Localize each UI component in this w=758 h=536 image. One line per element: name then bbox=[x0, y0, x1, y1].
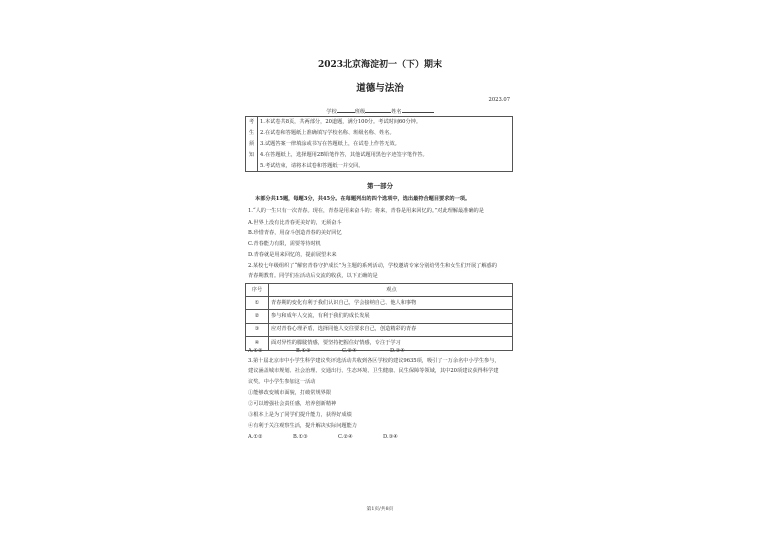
q3-answer-d: D.③④ bbox=[383, 433, 398, 440]
page-number: 第1页/共8页 bbox=[366, 506, 394, 512]
row-number: ② bbox=[246, 310, 269, 323]
q2-stem-line: 2.某校七年级组织了“解密青春守护成长”为主题的系列活动，学校邀请专家分别给男生和女生们开展了解惑的 bbox=[248, 262, 497, 269]
table-row bbox=[246, 323, 513, 336]
row-number: ④ bbox=[246, 337, 269, 350]
q1-option-d: D.青春就是用来回忆的，提前展望未来 bbox=[248, 251, 337, 258]
notes-item: 5.考试结束，请将本试卷和答题纸一并交回。 bbox=[260, 163, 364, 169]
part-instruction: 本部分共15题，每题3分，共45分。在每题列出的四个选项中，选出最符合题目要求的一项。 bbox=[255, 195, 471, 202]
table-row bbox=[246, 337, 513, 350]
table-row bbox=[246, 297, 513, 310]
q3-answer-b: B.①③ bbox=[293, 433, 308, 440]
q3-statement: ②可以增强社会责任感，培养创新精神 bbox=[248, 400, 337, 407]
row-opinion: 参与和成年人交流，有利于我们的成长发展 bbox=[269, 310, 513, 323]
q1-stem: 1.“人的一生只有一次青春。现在，青春是用来奋斗的；将来，青春是用来回忆的。”对此理解最准确的是 bbox=[248, 207, 484, 214]
notes-label-column bbox=[246, 117, 258, 171]
row-number: ① bbox=[246, 297, 269, 310]
q2-answer-b: B.①③ bbox=[296, 347, 311, 354]
notes-label-char: 考 bbox=[248, 119, 255, 125]
q1-option-a: A.世界上没有比青春更美好的，无须奋斗 bbox=[248, 219, 342, 226]
q2-answer-a: A.①② bbox=[248, 347, 263, 354]
row-opinion: 青春期的变化有利于我们认识自己，学会接纳自己、他人和事物 bbox=[269, 297, 513, 310]
notes-item: 3.试题答案一律填涂或书写在答题纸上，在试卷上作答无效。 bbox=[260, 141, 400, 147]
header-opinion: 观点 bbox=[269, 284, 513, 297]
q3-statement: ④有利于关注观察生活，提升解决实际问题能力 bbox=[248, 423, 357, 429]
q3-stem-line: 3.第十届北京市中小学生科学建议奖评选活动共收到各区学校的建议9635项，吸引了一万余名中小学生参与， bbox=[248, 357, 500, 364]
table-row bbox=[246, 310, 513, 323]
q3-stem-line: 建议涵盖城市规划、社会治理、交通出行、生态环境、卫生健康、民生保障等领域，其中20项建议获得科学建 bbox=[248, 368, 499, 374]
class-label: 班级 bbox=[354, 108, 366, 115]
notes-item: 1.本试卷共8页，共两部分，20道题，满分100分。考试时间60分钟。 bbox=[260, 119, 422, 125]
name-blank bbox=[402, 107, 434, 113]
q2-answer-d: D.③④ bbox=[390, 347, 405, 354]
school-label: 学校 bbox=[326, 108, 337, 115]
notes-item: 2.在试卷和答题纸上准确填写学校名称、班级名称、姓名。 bbox=[260, 130, 395, 136]
student-info-line bbox=[245, 107, 515, 116]
q1-option-b: B.珍惜青春，用奋斗创造青春的美好回忆 bbox=[248, 229, 342, 236]
q2-answer-c: C.②④ bbox=[342, 347, 357, 354]
notes-items bbox=[258, 117, 512, 171]
exam-notes-box bbox=[245, 116, 513, 172]
notes-label-char: 须 bbox=[248, 141, 255, 147]
q3-answer-a: A.①② bbox=[248, 433, 263, 440]
row-number: ③ bbox=[246, 323, 269, 336]
subject-title: 道德与法治 bbox=[356, 82, 404, 94]
exam-date: 2023.07 bbox=[488, 96, 510, 103]
notes-label-char: 知 bbox=[248, 152, 255, 158]
q3-statement: ③根本上是为了同学们提升能力，获得好成绩 bbox=[248, 411, 352, 418]
table-header-row bbox=[246, 284, 513, 297]
q1-option-c: C.青春能力有限，需要等待时机 bbox=[248, 240, 321, 247]
name-label: 姓名 bbox=[391, 108, 402, 115]
notes-label-char: 生 bbox=[248, 130, 255, 136]
q3-stem-line: 议奖。中小学生参加这一活动 bbox=[248, 378, 316, 385]
notes-item: 4.在答题纸上，选择题用2B铅笔作答，其他试题用黑色字迹签字笔作答。 bbox=[260, 152, 428, 158]
class-blank bbox=[365, 107, 391, 113]
q3-statement: ①能够改变城市面貌，打破常规界限 bbox=[248, 389, 332, 396]
row-opinion: 面对异性的朦胧情感，要坚持把握住好情感，专注于学习 bbox=[269, 337, 513, 350]
row-opinion: 应对青春心理矛盾，选择同他人交往要求自己，创造精彩的青春 bbox=[269, 323, 513, 336]
q3-answer-c: C.②④ bbox=[338, 433, 353, 440]
part-title: 第一部分 bbox=[367, 181, 393, 190]
viewpoint-table bbox=[245, 283, 513, 351]
exam-title: 2023北京海淀初一（下）期末 bbox=[317, 60, 443, 70]
school-blank bbox=[337, 107, 355, 113]
header-number: 序号 bbox=[246, 284, 269, 297]
q2-stem-line: 青春期教育。同学们在活动后交流的收获，以下正确的是 bbox=[248, 272, 378, 279]
